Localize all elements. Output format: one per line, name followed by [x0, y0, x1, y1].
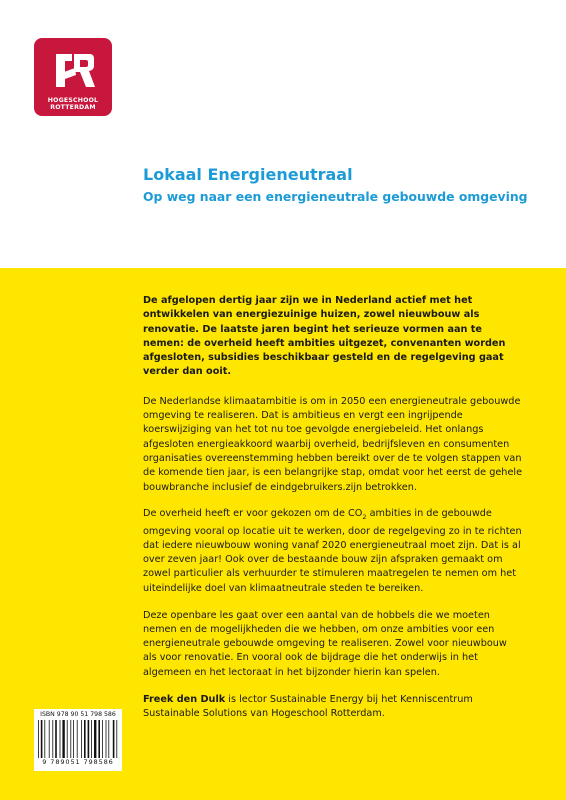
paragraph-climate-ambition: De Nederlandse klimaatambitie is om in 2050 een energieneutrale gebouwde omgeving te realiseren. Dat is ambitieus en vergt een ingrijpende koerswijziging van het tot nu toe gevolgde energiebeleid. Het onlangs afgesloten energieakkoord waarbij overheid, bedrijfsleven en consumenten organisaties overeenstemming hebben bereikt over de te volgen stappen van de komende tien jaar, is een belangrijke stap, omdat voor het eerst de gehele bouwbranche inclusief de eindgebruikers.zijn betrokken.	[143, 395, 523, 493]
isbn-label: ISBN 978 90 51 798 586	[40, 711, 116, 718]
co2-subscript: 2	[362, 513, 367, 522]
paragraph-lecture: Deze openbare les gaat over een aantal van de hobbels die we moeten nemen en de mogelijkheden die we hebben, om onze ambities voor een energieneutrale gebouwde omgeving te realiseren. Zowel voor nieuwbouw als voor renovatie. En vooral ook de bijdrage die het onderwijs in het algemeen en het lectoraat in het bijzonder hierin kan spelen.	[143, 609, 507, 678]
blurb-text	[143, 294, 523, 734]
logo-text-line2: ROTTERDAM	[50, 104, 96, 111]
barcode-bars	[38, 720, 118, 758]
isbn-barcode	[34, 709, 122, 771]
hogeschool-rotterdam-logo	[34, 38, 112, 116]
header-area	[0, 0, 566, 268]
author-paragraph	[143, 693, 523, 722]
book-title: Lokaal Energieneutraal	[143, 165, 353, 184]
logo-text-line1: HOGESCHOOL	[47, 97, 99, 104]
author-name: Freek den Dulk	[143, 693, 226, 705]
lead-paragraph: De afgelopen dertig jaar zijn we in Nederland actief met het ontwikkelen van energiezuinige huizen, zowel nieuwbouw als renovatie. De laatste jaren begint het serieuze vormen aan te nemen: de overheid heeft ambities uitgezet, convenanten worden afgesloten, subsidies beschikbaar gesteld en de regelgeving gaat verder dan ooit.	[143, 295, 506, 378]
paragraph-government-rest: ambities in de gebouwde omgeving vooral op locatie uit te werken, door de regelgeving zo in te richten dat iedere nieuwbouw woning vanaf 2020 energieneutraal moet zijn. Dat is al over zeven jaar! Ook over de bestaande bouw zijn afspraken gemaakt om zowel particulier als verhuurder te stimuleren maatregelen te nemen om het uiteindelijke doel van klimaatneutrale steden te bereiken.	[143, 508, 522, 594]
co2-text: De overheid heeft er voor gekozen om de CO	[143, 508, 363, 520]
hr-logo-icon	[49, 46, 97, 94]
paragraph-government	[143, 507, 523, 596]
author-bio: is lector Sustainable Energy bij het Kenniscentrum Sustainable Solutions van Hogeschool Rotterdam.	[143, 693, 473, 719]
barcode-digits: 9 789051 798586	[42, 758, 114, 766]
book-subtitle: Op weg naar een energieneutrale gebouwde omgeving	[143, 189, 528, 204]
